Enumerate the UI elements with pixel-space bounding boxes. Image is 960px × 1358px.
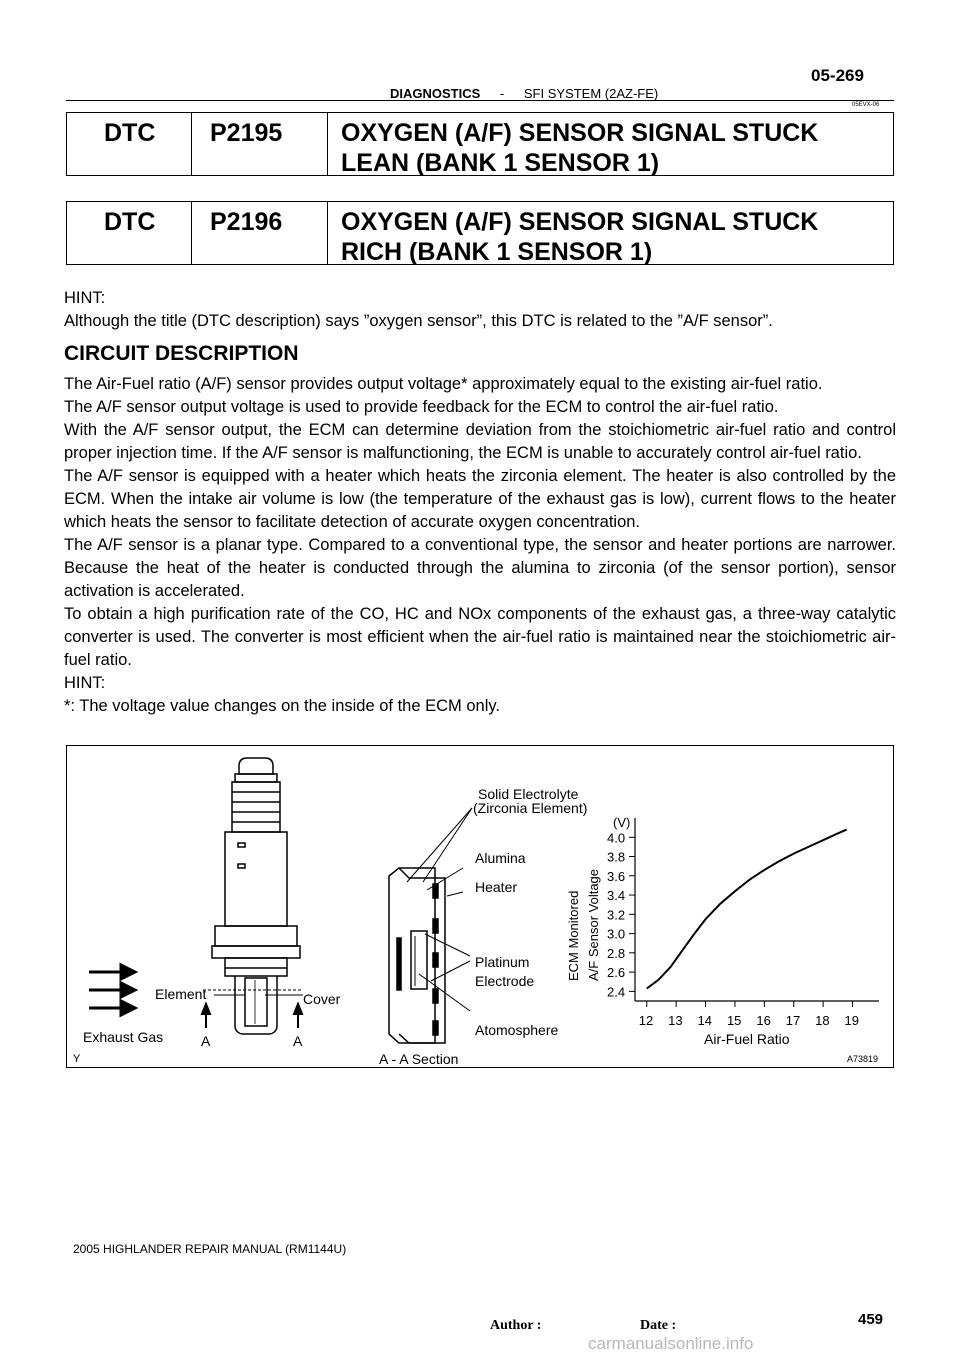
x-tick-label: 19 <box>844 1013 860 1028</box>
x-tick-label: 12 <box>638 1013 654 1028</box>
section-arrows <box>202 990 303 1028</box>
hint-block <box>64 287 896 333</box>
voltage-curve <box>647 830 847 989</box>
y-tick-label: 2.6 <box>607 965 626 981</box>
hint-label: HINT: <box>64 674 106 692</box>
header-subsection: SFI SYSTEM (2AZ-FE) <box>523 86 659 101</box>
header-separator: - <box>499 86 505 101</box>
dtc-code: P2196 <box>192 202 328 264</box>
dtc-title <box>328 202 893 264</box>
dtc-code: P2195 <box>192 113 328 175</box>
exhaust-gas-label: Exhaust Gas <box>83 1029 164 1045</box>
footer-manual: 2005 HIGHLANDER REPAIR MANUAL (RM1144U) <box>73 1242 347 1256</box>
header-section: DIAGNOSTICS <box>390 86 481 101</box>
y-label-line1: ECM Monitored <box>566 890 581 981</box>
y-tick-label: 2.4 <box>607 984 626 1000</box>
electrode-label: Electrode <box>475 973 535 989</box>
paragraph: With the A/F sensor output, the ECM can determine deviation from the stoichiometric air-fuel ratio and control proper injection time. If the A/F sensor is malfunctioning, the ECM is unable to accurately control air-fuel ratio. <box>64 421 896 462</box>
dtc-box-p2196 <box>66 201 894 265</box>
section-caption: A - A Section <box>379 1051 459 1067</box>
date-label: Date : <box>640 1318 677 1333</box>
figure-code: A73819 <box>847 1054 879 1064</box>
author-label: Author : <box>490 1318 542 1333</box>
header-rule <box>66 100 894 101</box>
footer-page: 459 <box>858 1311 884 1328</box>
section-title: CIRCUIT DESCRIPTION <box>64 342 299 365</box>
x-tick-label: 17 <box>785 1013 801 1028</box>
figure-drawing <box>67 746 893 1067</box>
af-sensor-illustration <box>212 758 300 1034</box>
hint-text: Although the title (DTC description) says ”oxygen sensor”, this DTC is related to the ”A/F sensor”. <box>64 312 773 330</box>
element-label: Element <box>155 986 207 1002</box>
solid-electrolyte-label: Solid Electrolyte <box>478 786 579 802</box>
x-tick-label: 13 <box>668 1013 683 1028</box>
x-tick-label: 14 <box>697 1013 713 1028</box>
dtc-title <box>328 113 893 175</box>
dtc-title-line2: RICH (BANK 1 SENSOR 1) <box>341 238 653 266</box>
dtc-title-line1: OXYGEN (A/F) SENSOR SIGNAL STUCK <box>341 119 819 147</box>
section-a-right: A <box>293 1033 303 1049</box>
hint-text: *: The voltage value changes on the inside of the ECM only. <box>64 697 500 715</box>
x-tick-label: 18 <box>815 1013 830 1028</box>
y-unit: (V) <box>613 815 631 830</box>
paragraph: The Air-Fuel ratio (A/F) sensor provides output voltage* approximately equal to the existing air-fuel ratio. <box>64 375 823 393</box>
page-number: 05-269 <box>811 66 864 85</box>
y-tick-label: 3.2 <box>607 907 626 923</box>
y-tick-label: 4.0 <box>607 830 626 846</box>
dtc-label: DTC <box>67 202 192 264</box>
af-voltage-chart <box>566 815 879 1047</box>
x-label: Air-Fuel Ratio <box>704 1031 790 1047</box>
x-tick-label: 16 <box>756 1013 771 1028</box>
exhaust-gas-arrows <box>89 965 135 1015</box>
paragraph: The A/F sensor is equipped with a heater which heats the zirconia element. The heater is also controlled by the ECM. When the intake air volume is low (the temperature of the exhaust gas is low), current flows to the heater which heats the sensor to facilitate detection of accurate oxygen concentration. <box>64 467 896 531</box>
circuit-description <box>64 373 896 718</box>
zirconia-label: (Zirconia Element) <box>473 800 588 816</box>
y-tick-label: 3.0 <box>607 926 626 942</box>
leader-lines-section <box>407 808 472 1011</box>
y-tick-label: 2.8 <box>607 945 626 961</box>
dtc-box-p2195 <box>66 112 894 176</box>
y-tick-label: 3.6 <box>607 868 626 884</box>
dtc-title-line2: LEAN (BANK 1 SENSOR 1) <box>341 149 660 177</box>
y-tick-label: 3.8 <box>607 849 626 865</box>
corner-mark: Y <box>73 1053 81 1065</box>
paragraph: The A/F sensor is a planar type. Compared to a conventional type, the sensor and heater portions are narrower. Because the heat of the heater is conducted through the alumina to zirconia (of the sensor portion), sensor activation is accelerated. <box>64 536 896 600</box>
platinum-label: Platinum <box>475 954 530 970</box>
y-label-line2: A/F Sensor Voltage <box>586 868 601 981</box>
x-tick-label: 15 <box>726 1013 742 1028</box>
watermark: carmanualsonline.info <box>588 1334 754 1353</box>
section-a-left: A <box>201 1033 211 1049</box>
dtc-title-line1: OXYGEN (A/F) SENSOR SIGNAL STUCK <box>341 208 819 236</box>
dtc-label: DTC <box>67 113 192 175</box>
cover-label: Cover <box>303 991 341 1007</box>
header-title <box>390 86 658 101</box>
atmosphere-label: Atomosphere <box>475 1022 559 1038</box>
paragraph: The A/F sensor output voltage is used to provide feedback for the ECM to control the air-fuel ratio. <box>64 398 779 416</box>
alumina-label: Alumina <box>475 850 526 866</box>
a-a-section-drawing <box>389 868 445 1043</box>
y-tick-label: 3.4 <box>607 888 626 904</box>
paragraph: To obtain a high purification rate of the CO, HC and NOx components of the exhaust gas, a three-way catalytic converter is used. The converter is most efficient when the air-fuel ratio is maintained near the stoichiometric air-fuel ratio. <box>64 605 896 669</box>
heater-label: Heater <box>475 879 518 895</box>
sensor-figure <box>66 745 894 1068</box>
doc-code: 05EVX-06 <box>852 102 880 108</box>
hint-label: HINT: <box>64 289 106 307</box>
